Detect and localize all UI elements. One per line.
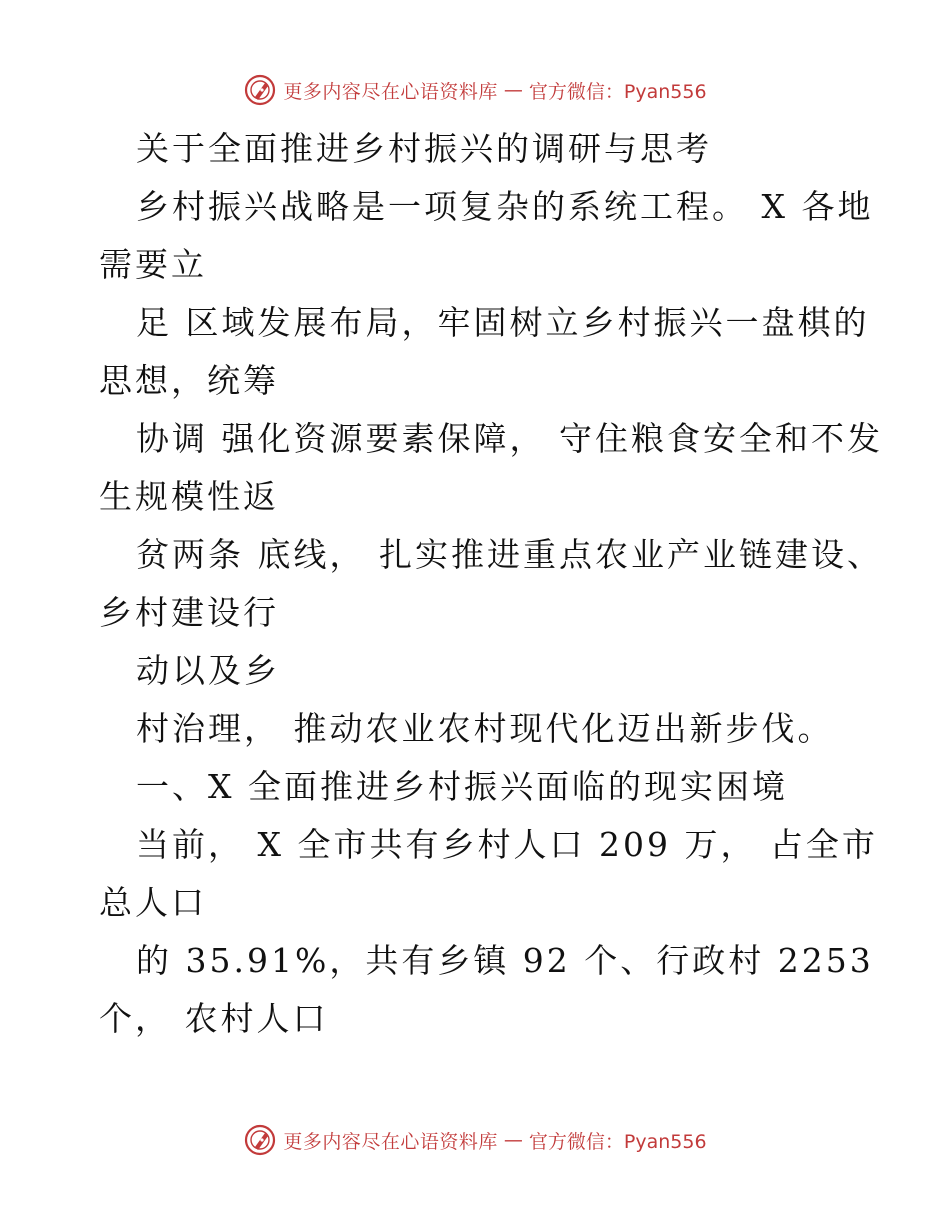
watermark-contact: 官方微信：Pyan556 [528, 1130, 707, 1153]
paragraph-line: 协调 强化资源要素保障， 守住粮食安全和不发 [136, 419, 883, 458]
paragraph-line: 村治理， 推动农业农村现代化迈出新步伐。 [136, 709, 834, 748]
watermark-contact: 官方微信：Pyan556 [528, 80, 707, 103]
paragraph-line: 个， 农村人口 [99, 999, 329, 1038]
header-watermark [0, 70, 950, 110]
section-heading: 一、X 全面推进乡村振兴面临的现实困境 [136, 767, 788, 806]
paragraph-line: 需要立 [99, 245, 207, 284]
pen-nib-logo-icon [243, 73, 277, 107]
pen-nib-logo-icon [243, 1123, 277, 1157]
document-title: 关于全面推进乡村振兴的调研与思考 [136, 129, 712, 168]
watermark-separator: — [503, 1129, 523, 1151]
paragraph-line: 思想，统筹 [99, 361, 279, 400]
paragraph-line: 的 35.91%，共有乡镇 92 个、行政村 2253 [136, 941, 874, 980]
watermark-text: 更多内容尽在心语资料库 [283, 1130, 498, 1153]
footer-watermark [0, 1120, 950, 1160]
paragraph-line: 乡村振兴战略是一项复杂的系统工程。 X 各地 [136, 187, 874, 226]
paragraph-line: 足 区域发展布局，牢固树立乡村振兴一盘棋的 [136, 303, 870, 342]
paragraph-line: 生规模性返 [99, 477, 279, 516]
paragraph-line: 贫两条 底线， 扎实推进重点农业产业链建设、 [136, 535, 883, 574]
paragraph-line: 当前， X 全市共有乡村人口 209 万， 占全市 [136, 825, 878, 864]
paragraph-line: 动以及乡 [136, 651, 280, 690]
watermark-separator: — [503, 79, 523, 101]
paragraph-line: 乡村建设行 [99, 593, 279, 632]
watermark-text: 更多内容尽在心语资料库 [283, 80, 498, 103]
paragraph-line: 总人口 [99, 883, 207, 922]
